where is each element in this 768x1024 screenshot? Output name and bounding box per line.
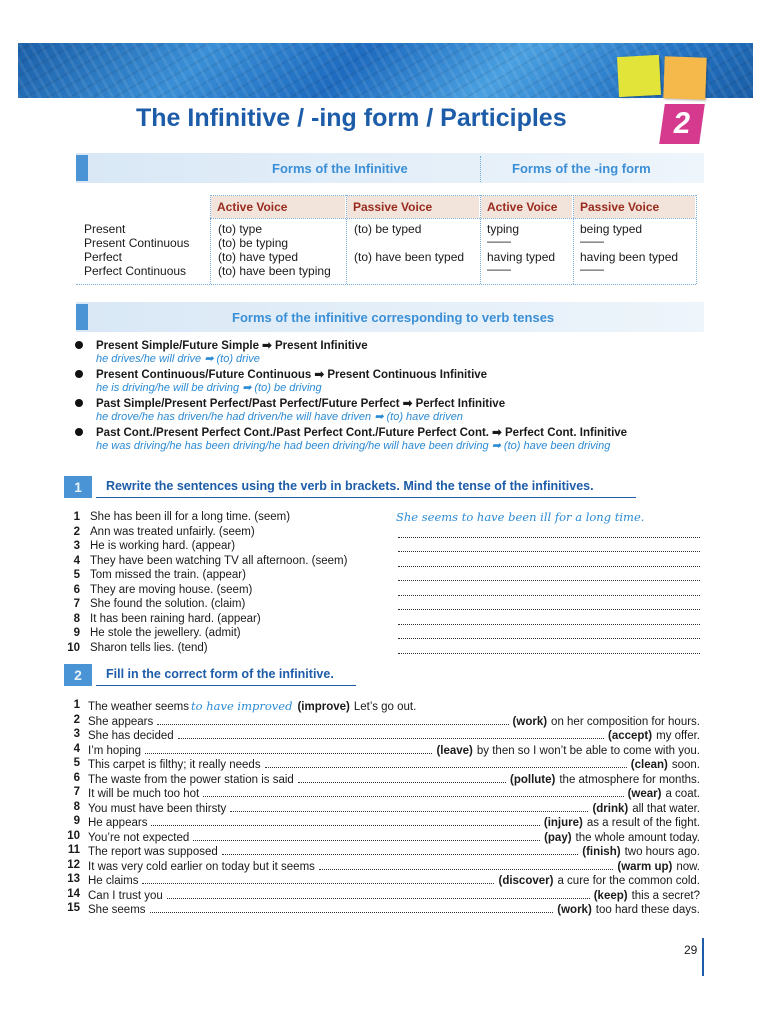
answer-line[interactable] bbox=[398, 584, 700, 596]
item-number: 3 bbox=[73, 540, 80, 552]
verb-cue: (warm up) bbox=[617, 860, 673, 873]
item-number: 7 bbox=[73, 786, 80, 798]
page-number-bar bbox=[702, 938, 704, 976]
table-cell: having typed bbox=[487, 250, 556, 264]
table-cell: (to) type bbox=[218, 222, 263, 236]
item-number: 15 bbox=[67, 902, 80, 914]
table-cell: —— bbox=[487, 234, 511, 248]
sentence-start: She has decided bbox=[88, 730, 174, 742]
answer-line[interactable] bbox=[178, 728, 604, 739]
item-number: 4 bbox=[73, 742, 80, 755]
answer-line[interactable] bbox=[398, 642, 700, 654]
fill-in-row bbox=[88, 902, 700, 916]
tense-rule: Past Cont./Present Perfect Cont./Past Perfect Cont./Future Perfect Cont. ➡ Perfect Cont. Infinitive bbox=[96, 427, 628, 439]
header-divider bbox=[480, 156, 481, 182]
verb-cue: (leave) bbox=[436, 744, 473, 757]
verb-cue: (work) bbox=[557, 904, 592, 916]
bullet-icon bbox=[75, 428, 83, 436]
row-label: Perfect Continuous bbox=[84, 264, 187, 278]
answer-line[interactable] bbox=[151, 815, 539, 826]
table-cell: —— bbox=[580, 234, 604, 248]
tense-rule: Present Continuous/Future Continuous ➡ Present Continuous Infinitive bbox=[96, 369, 488, 381]
answer-line[interactable] bbox=[298, 772, 506, 783]
item-number: 2 bbox=[73, 713, 80, 726]
fill-in-row bbox=[88, 815, 700, 829]
sentence-start: She seems bbox=[88, 904, 146, 916]
table-cell: (to) have been typed bbox=[354, 250, 465, 264]
table-cell: —— bbox=[487, 262, 511, 276]
sentence-start: Can I trust you bbox=[88, 889, 163, 902]
answer-line[interactable] bbox=[265, 757, 627, 768]
exercise-sentence: Tom missed the train. (appear) bbox=[90, 569, 246, 581]
table-cell: (to) have been typing bbox=[218, 264, 331, 278]
item-number: 9 bbox=[73, 627, 80, 639]
item-number: 14 bbox=[67, 887, 80, 900]
item-number: 5 bbox=[73, 569, 80, 581]
answer-line[interactable] bbox=[157, 714, 508, 725]
sentence-end: all that water. bbox=[632, 802, 700, 815]
verb-cue: (drink) bbox=[592, 802, 629, 815]
verb-cue: (wear) bbox=[627, 788, 662, 800]
verb-cue: (keep) bbox=[593, 889, 628, 902]
answer-line[interactable] bbox=[398, 526, 700, 538]
fill-in-row bbox=[88, 873, 700, 887]
sentence-end: as a result of the fight. bbox=[586, 817, 700, 829]
item-number: 7 bbox=[73, 598, 80, 610]
fill-in-row bbox=[88, 844, 700, 858]
sticky-note-orange bbox=[663, 56, 706, 99]
sentence-start: He appears bbox=[88, 817, 148, 829]
item-number: 8 bbox=[73, 800, 80, 813]
section-marker bbox=[76, 155, 88, 181]
sentence-end: too hard these days. bbox=[595, 904, 700, 916]
exercise-1-instruction: Rewrite the sentences using the verb in brackets. Mind the tense of the infinitives. bbox=[106, 479, 594, 493]
sentence-end: the atmosphere for months. bbox=[559, 773, 700, 786]
sentence-end: my offer. bbox=[656, 730, 700, 742]
answer-line[interactable] bbox=[319, 859, 613, 870]
item-number: 6 bbox=[73, 771, 80, 784]
row-label: Perfect bbox=[84, 250, 123, 264]
sentence-start: I’m hoping bbox=[88, 744, 142, 757]
example-answer: to have improved bbox=[191, 699, 293, 713]
item-number: 3 bbox=[73, 728, 80, 740]
verb-cue: (finish) bbox=[582, 846, 621, 858]
item-number: 10 bbox=[67, 829, 80, 842]
exercise-1-underline bbox=[96, 497, 636, 498]
table-cell: being typed bbox=[580, 222, 643, 236]
sentence-start: The report was supposed bbox=[88, 846, 218, 858]
answer-line[interactable] bbox=[398, 540, 700, 552]
verb-cue: (work) bbox=[512, 715, 548, 728]
sentence-end: now. bbox=[676, 860, 700, 873]
row-label: Present bbox=[84, 222, 126, 236]
item-number: 2 bbox=[73, 525, 80, 538]
forms-ing-header: Forms of the -ing form bbox=[512, 161, 651, 176]
sentence-end: the whole amount today. bbox=[575, 831, 700, 844]
table-border-bottom bbox=[76, 284, 696, 285]
exercise-sentence: It has been raining hard. (appear) bbox=[90, 612, 261, 625]
row-label: Present Continuous bbox=[84, 236, 190, 250]
table-cell: (to) be typed bbox=[354, 222, 422, 236]
answer-line[interactable] bbox=[398, 613, 700, 625]
verb-cue: (injure) bbox=[543, 817, 583, 829]
item-number: 11 bbox=[67, 844, 80, 856]
answer-line[interactable] bbox=[230, 801, 588, 812]
item-number: 1 bbox=[73, 699, 80, 711]
item-number: 9 bbox=[73, 815, 80, 827]
sentence-start: This carpet is filthy; it really needs bbox=[88, 759, 261, 771]
answer-line[interactable] bbox=[142, 873, 494, 884]
table-col-divider bbox=[696, 195, 697, 284]
exercise-1-badge: 1 bbox=[64, 476, 92, 498]
sentence-end: by then so I won’t be able to come with you. bbox=[476, 744, 700, 757]
table-header-rule bbox=[210, 218, 696, 219]
col-header-ing-active: Active Voice bbox=[481, 196, 572, 218]
bullet-icon bbox=[75, 399, 83, 407]
col-header-ing-passive: Passive Voice bbox=[574, 196, 695, 218]
sentence-start: It was very cold earlier on today but it seems bbox=[88, 860, 315, 873]
sentence-start: It will be much too hot bbox=[88, 788, 200, 800]
tense-rule: Present Simple/Future Simple ➡ Present Infinitive bbox=[96, 340, 368, 352]
item-number: 12 bbox=[67, 858, 80, 871]
item-number: 8 bbox=[73, 612, 80, 625]
exercise-sentence: She has been ill for a long time. (seem) bbox=[90, 511, 291, 523]
exercise-2-instruction: Fill in the correct form of the infinitive. bbox=[106, 667, 334, 681]
sentence-start: You’re not expected bbox=[88, 831, 190, 844]
sticky-note-yellow bbox=[617, 55, 661, 97]
sentence-start: You must have been thirsty bbox=[88, 802, 227, 815]
exercise-2-underline bbox=[96, 685, 356, 686]
sentence-end: a cure for the common cold. bbox=[557, 875, 700, 887]
sentence-end: on her composition for hours. bbox=[551, 715, 700, 728]
verb-cue: (improve) bbox=[297, 701, 350, 713]
fill-in-row bbox=[88, 743, 700, 757]
item-number: 13 bbox=[67, 873, 80, 885]
verb-cue: (pollute) bbox=[510, 773, 556, 786]
table-cell: —— bbox=[580, 262, 604, 276]
tense-example: he is driving/he will be driving ➡ (to) be driving bbox=[96, 382, 322, 394]
answer-line[interactable] bbox=[150, 902, 554, 913]
sentence-start: She appears bbox=[88, 715, 154, 728]
tense-example: he was driving/he has been driving/he had been driving/he will have been driving ➡ (to) have been driving bbox=[96, 440, 611, 452]
sentence-end: a coat. bbox=[665, 788, 700, 800]
fill-in-row bbox=[88, 757, 700, 771]
answer-line[interactable] bbox=[203, 786, 623, 797]
item-number: 6 bbox=[73, 583, 80, 596]
answer-line[interactable] bbox=[193, 830, 540, 841]
answer-line[interactable] bbox=[222, 844, 578, 855]
page-number: 29 bbox=[684, 943, 698, 957]
sentence-end: two hours ago. bbox=[624, 846, 700, 858]
tense-example: he drove/he has driven/he had driven/he will have driven ➡ (to) have driven bbox=[96, 411, 463, 423]
exercise-sentence: Sharon tells lies. (tend) bbox=[90, 641, 208, 654]
tenses-header: Forms of the infinitive corresponding to verb tenses bbox=[232, 310, 555, 325]
bullet-icon bbox=[75, 370, 83, 378]
sentence-start: He claims bbox=[88, 875, 139, 887]
answer-line[interactable] bbox=[167, 888, 590, 899]
tense-rule: Past Simple/Present Perfect/Past Perfect/Future Perfect ➡ Perfect Infinitive bbox=[96, 398, 506, 410]
fill-in-row bbox=[88, 714, 700, 728]
fill-in-row bbox=[88, 830, 700, 844]
exercise-sentence: Ann was treated unfairly. (seem) bbox=[90, 525, 255, 538]
exercise-sentence: They are moving house. (seem) bbox=[90, 583, 253, 596]
sentence-end: this a secret? bbox=[631, 889, 700, 902]
fill-in-row bbox=[88, 859, 700, 873]
forms-infinitive-header: Forms of the Infinitive bbox=[272, 161, 408, 176]
exercise-sentence: He stole the jewellery. (admit) bbox=[90, 627, 241, 639]
table-cell: (to) have typed bbox=[218, 250, 299, 264]
answer-line[interactable] bbox=[398, 598, 700, 610]
verb-cue: (clean) bbox=[630, 759, 668, 771]
verb-cue: (pay) bbox=[544, 831, 572, 844]
table-cell: (to) be typing bbox=[218, 236, 289, 250]
answer-line[interactable] bbox=[398, 569, 700, 581]
verb-cue: (discover) bbox=[498, 875, 554, 887]
exercise-sentence: They have been watching TV all afternoon. (seem) bbox=[90, 554, 348, 567]
col-header-inf-passive: Passive Voice bbox=[347, 196, 479, 218]
sentence-start: The weather seems bbox=[88, 701, 189, 713]
table-cell: having been typed bbox=[580, 250, 679, 264]
fill-in-row bbox=[88, 772, 700, 786]
sentence-start: The waste from the power station is said bbox=[88, 773, 294, 786]
item-number: 5 bbox=[73, 757, 80, 769]
fill-in-row bbox=[88, 888, 700, 902]
tense-example: he drives/he will drive ➡ (to) drive bbox=[96, 353, 260, 365]
exercise-sentence: He is working hard. (appear) bbox=[90, 540, 236, 552]
exercise-2-badge: 2 bbox=[64, 664, 92, 686]
answer-line[interactable] bbox=[145, 743, 432, 754]
table-cell: typing bbox=[487, 222, 520, 236]
item-number: 10 bbox=[67, 641, 80, 654]
bullet-icon bbox=[75, 341, 83, 349]
fill-in-row bbox=[88, 699, 700, 713]
fill-in-row bbox=[88, 801, 700, 815]
answer-line[interactable] bbox=[398, 555, 700, 567]
unit-number-badge: 2 bbox=[659, 104, 705, 144]
answer-line[interactable] bbox=[398, 627, 700, 639]
item-number: 4 bbox=[73, 554, 80, 567]
exercise-sentence: She found the solution. (claim) bbox=[90, 598, 246, 610]
sentence-end: soon. bbox=[671, 759, 700, 771]
section-marker bbox=[76, 304, 88, 330]
page-title: The Infinitive / -ing form / Participles bbox=[136, 104, 567, 132]
col-header-inf-active: Active Voice bbox=[211, 196, 345, 218]
example-answer: She seems to have been ill for a long time. bbox=[396, 510, 645, 524]
fill-in-row bbox=[88, 728, 700, 742]
fill-in-row bbox=[88, 786, 700, 800]
sentence-end: Let’s go out. bbox=[353, 701, 417, 713]
verb-cue: (accept) bbox=[608, 730, 653, 742]
item-number: 1 bbox=[73, 511, 80, 523]
